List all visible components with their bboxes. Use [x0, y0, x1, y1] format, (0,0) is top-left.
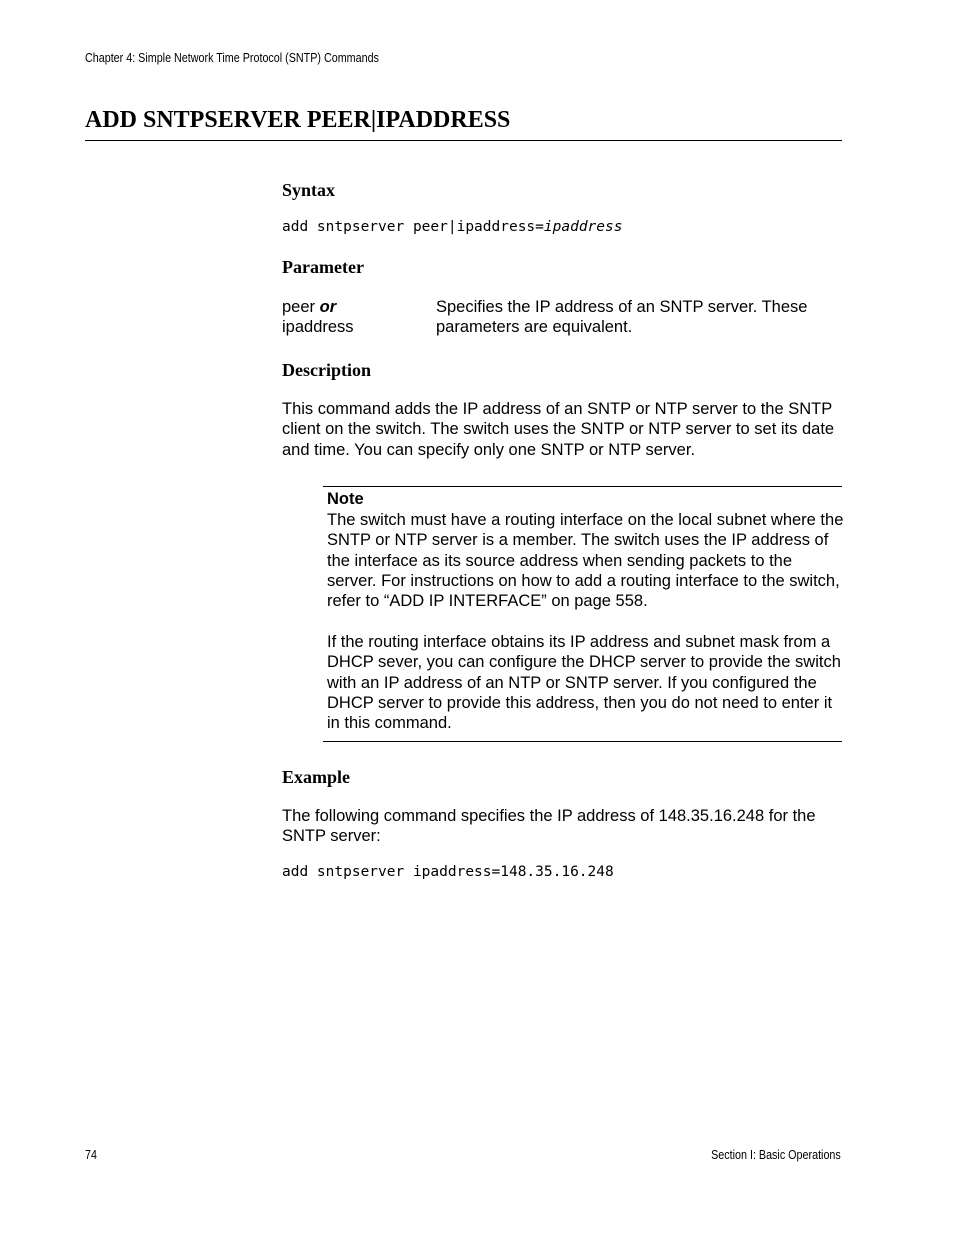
- syntax-code-variable: ipaddress: [543, 219, 623, 235]
- note-box: [323, 486, 842, 742]
- example-text: The following command specifies the IP address of 148.35.16.248 for the SNTP server:: [282, 807, 816, 846]
- title-rule: [85, 140, 842, 141]
- chapter-header: Chapter 4: Simple Network Time Protocol (SNTP) Commands: [85, 51, 379, 65]
- footer-section: Section I: Basic Operations: [711, 1148, 841, 1162]
- note-paragraph-2: If the routing interface obtains its IP address and subnet mask from a DHCP sever, you can configure the DHCP server to provide the switch with an IP address of an NTP or SNTP server. If you configured the DHCP server to provide this address, then you do not need to enter it in this command.: [327, 633, 841, 733]
- parameter-heading: Parameter: [282, 257, 364, 277]
- syntax-code-command: add sntpserver peer|ipaddress=: [282, 219, 544, 235]
- syntax-code: [282, 219, 622, 235]
- example-heading: Example: [282, 767, 351, 787]
- page-title: ADD SNTPSERVER PEER|IPADDRESS: [85, 107, 511, 133]
- note-paragraph-1: The switch must have a routing interface on the local subnet where the SNTP or NTP server is a member. The switch uses the IP address of the interface as its source address when sending packets to the server. For instructions on how to add a routing interface to the switch, refer to “ADD IP INTERFACE” on page 558.: [327, 511, 844, 611]
- parameter-description: Specifies the IP address of an SNTP server. These parameters are equivalent.: [436, 298, 808, 337]
- page-number: 74: [85, 1148, 97, 1162]
- parameter-name-or: or: [319, 298, 337, 316]
- syntax-heading: Syntax: [282, 180, 336, 200]
- parameter-name: [282, 297, 422, 338]
- example-code: add sntpserver ipaddress=148.35.16.248: [282, 864, 614, 880]
- description-text: This command adds the IP address of an SNTP or NTP server to the SNTP client on the switch. The switch uses the SNTP or NTP server to set its date and time. You can specify only one SNTP or NTP server.: [282, 400, 835, 459]
- description-heading: Description: [282, 360, 371, 380]
- parameter-name-peer: peer: [282, 298, 320, 316]
- parameter-name-ipaddress: ipaddress: [282, 318, 354, 337]
- note-title: Note: [327, 490, 364, 508]
